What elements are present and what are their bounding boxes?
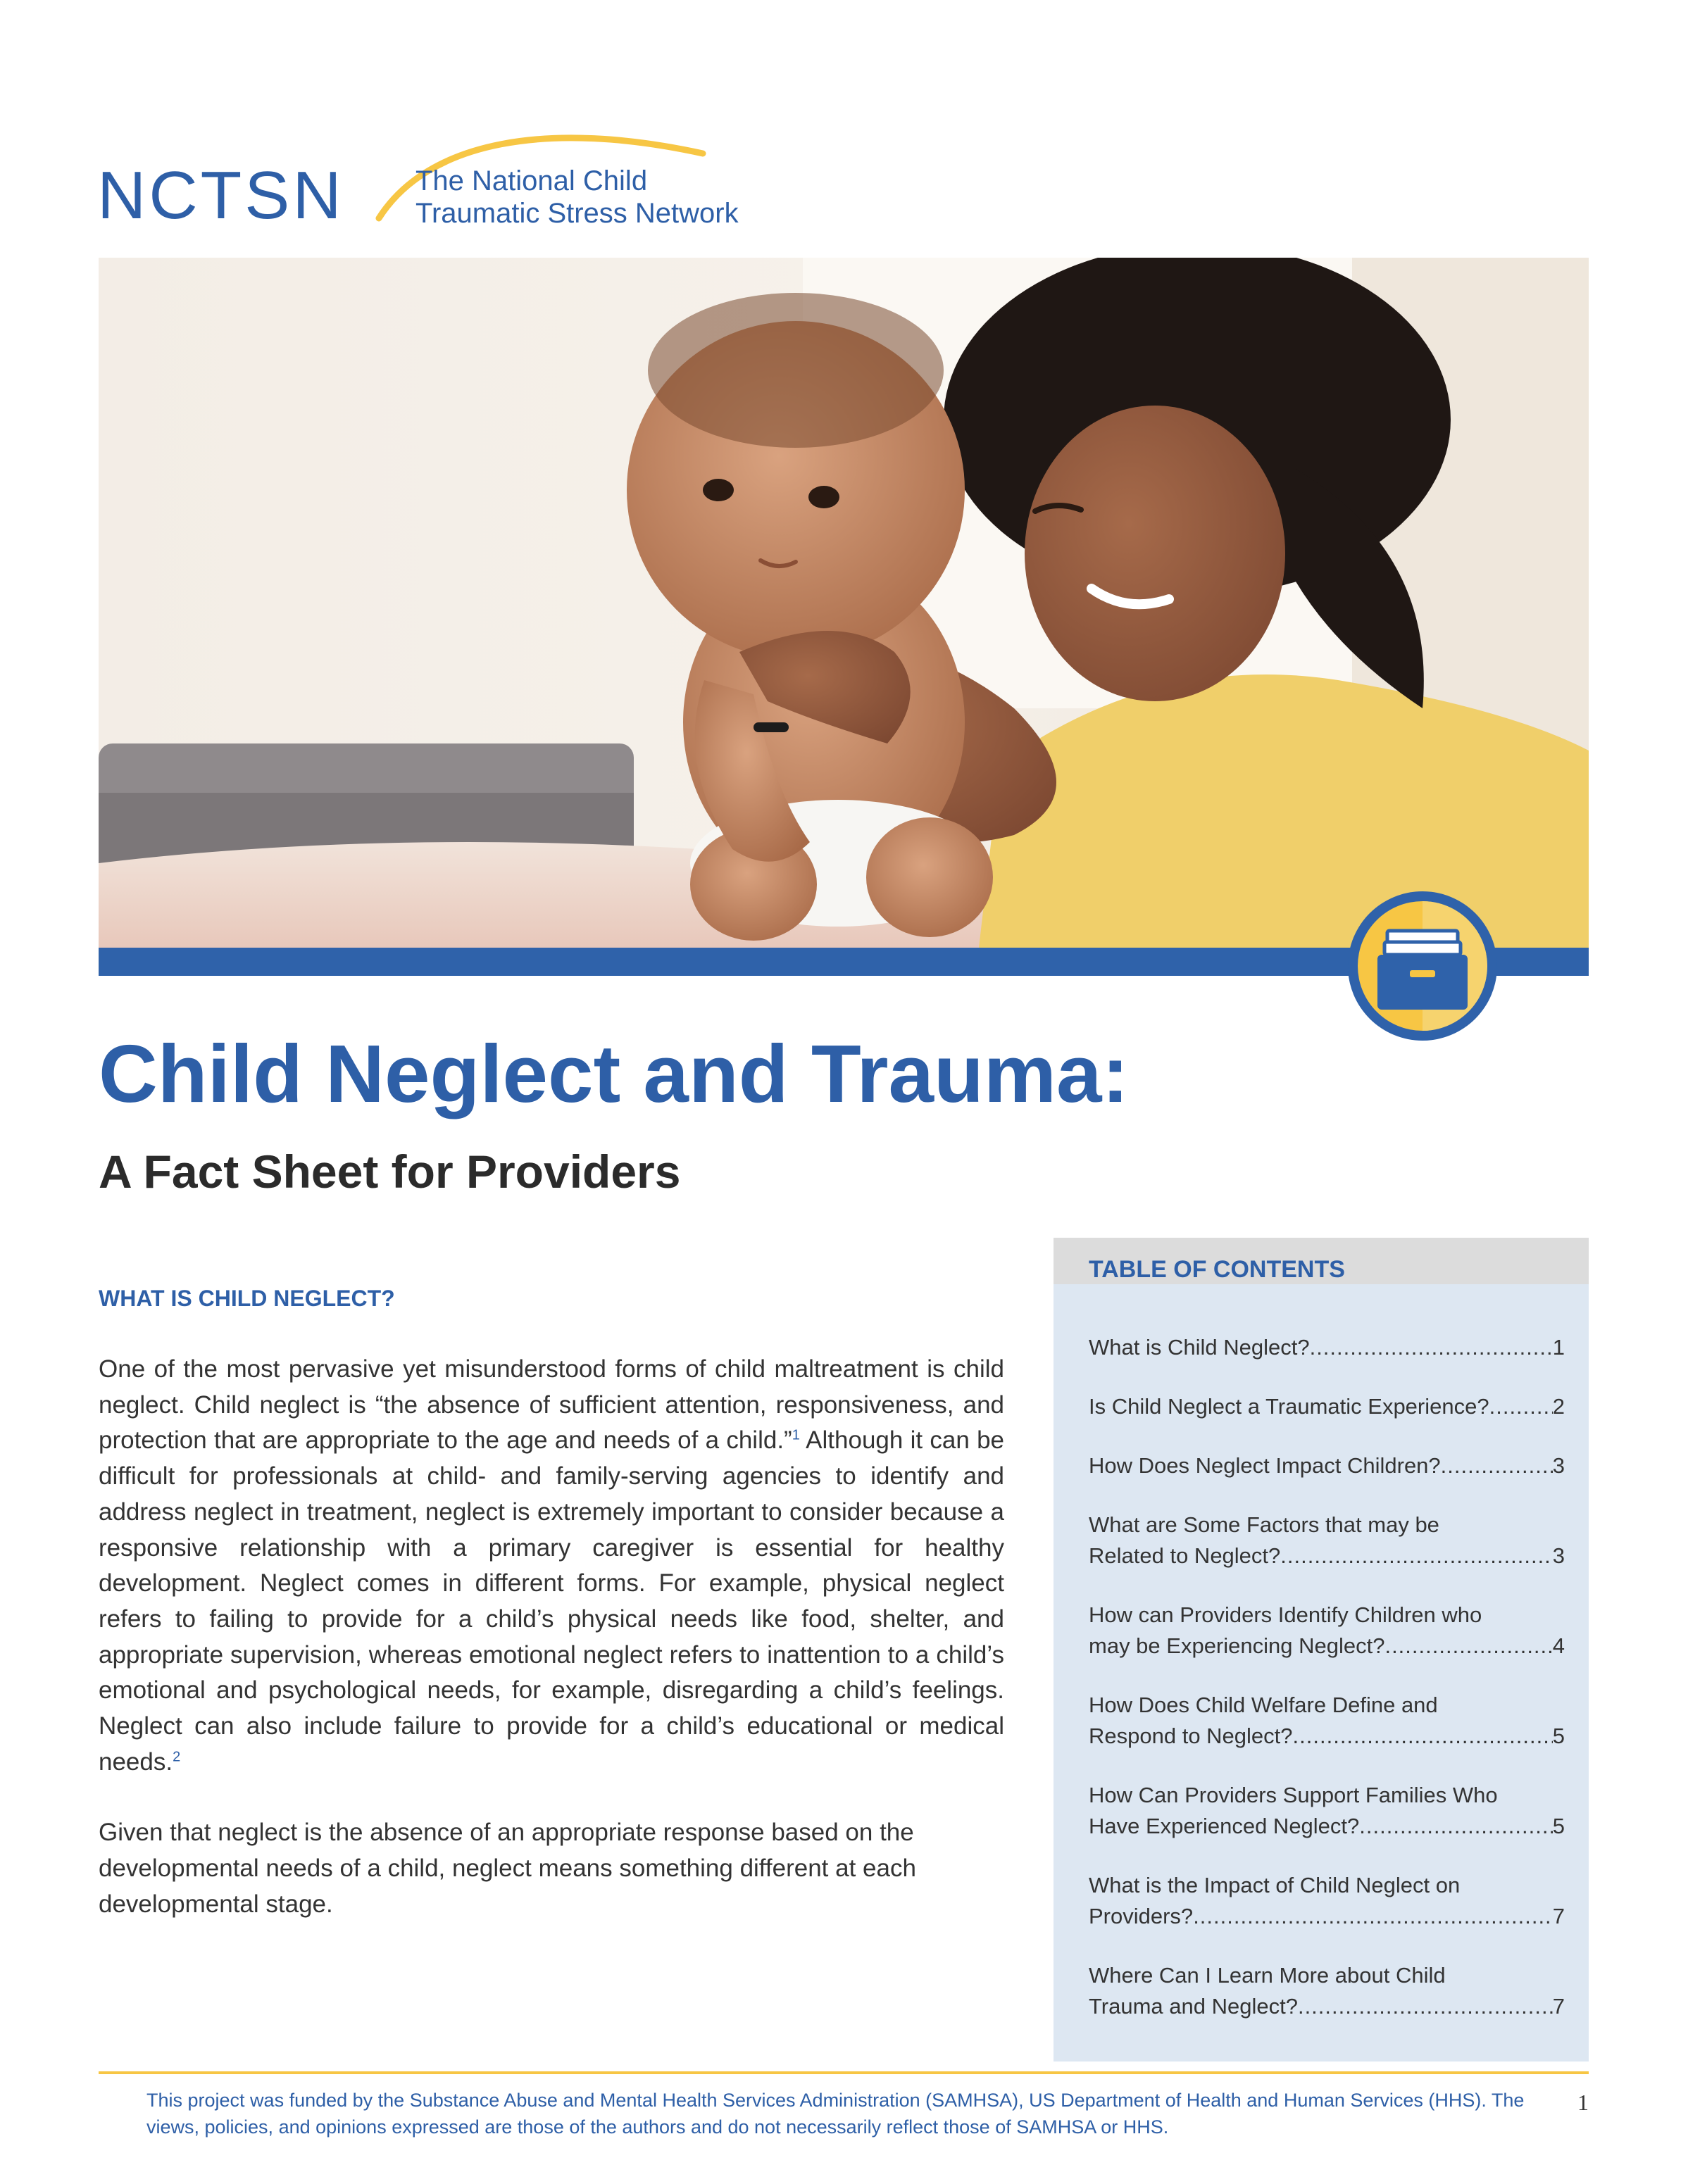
page-subtitle: A Fact Sheet for Providers (99, 1146, 681, 1198)
hero-photo (99, 258, 1589, 948)
toc-item-page: 7 (1552, 1904, 1565, 1928)
paragraph-2: Given that neglect is the absence of an appropriate response based on the developmental needs of a child, neglect means something different at each developmental stage. (99, 1819, 916, 1918)
toc-leader (1359, 1811, 1552, 1842)
toc-item-title-line1: How Can Providers Support Families Who (1089, 1783, 1498, 1807)
page-number: 1 (1577, 2090, 1589, 2115)
toc-leader (1280, 1540, 1552, 1571)
toc-item[interactable] (1089, 1780, 1565, 1842)
body-text (99, 1352, 1004, 1958)
footnote-ref-2[interactable]: 2 (173, 1749, 181, 1765)
toc-item[interactable] (1089, 1510, 1565, 1571)
toc-item-page: 5 (1552, 1814, 1565, 1838)
section-heading: WHAT IS CHILD NEGLECT? (99, 1286, 395, 1311)
toc-item-page: 2 (1552, 1394, 1565, 1419)
toc-item-page: 3 (1552, 1543, 1565, 1568)
toc-list (1089, 1332, 1565, 2050)
toc-item-title: may be Experiencing Neglect? (1089, 1633, 1385, 1658)
footnote-ref-1[interactable]: 1 (792, 1427, 800, 1443)
toc-leader (1310, 1332, 1553, 1363)
logo-text (415, 165, 739, 230)
toc-item-title-line1: Where Can I Learn More about Child (1089, 1963, 1446, 1988)
toc-item[interactable] (1089, 1450, 1565, 1481)
toc-item-title: What is Child Neglect? (1089, 1335, 1310, 1360)
logo-line-2: Traumatic Stress Network (415, 198, 739, 229)
toc-item[interactable] (1089, 1690, 1565, 1752)
toc-item[interactable] (1089, 1870, 1565, 1932)
toc-item-title-line1: What is the Impact of Child Neglect on (1089, 1873, 1461, 1897)
footer-rule (99, 2071, 1589, 2074)
toc-leader (1193, 1901, 1553, 1932)
footer-text: This project was funded by the Substance Abuse and Mental Health Services Administration (SAMHSA), US Department of Health and Human Services (HHS). The views, policies, and opinions expressed are those of the authors and do not necessarily reflect those of SAMHSA or HHS. (146, 2090, 1525, 2138)
mother-baby-photo-icon (99, 258, 1589, 948)
toc-item-page: 5 (1552, 1724, 1565, 1748)
toc-item-page: 4 (1552, 1633, 1565, 1658)
paragraph-1-part-a: One of the most pervasive yet misunderstood forms of child maltreatment is child neglect. Child neglect is “the absence of sufficient attention, responsiveness, and protection that are appropriate to the age and needs of a child.” (99, 1355, 1004, 1455)
table-of-contents (1054, 1238, 1589, 2061)
toc-item-title: Trauma and Neglect? (1089, 1994, 1298, 2019)
toc-item-title: How Does Neglect Impact Children? (1089, 1453, 1441, 1478)
toc-leader (1441, 1450, 1553, 1481)
paragraph-1 (99, 1352, 1004, 1780)
toc-heading: TABLE OF CONTENTS (1054, 1238, 1589, 1284)
toc-item-title: Related to Neglect? (1089, 1543, 1281, 1568)
toc-item-page: 1 (1552, 1335, 1565, 1360)
toc-item[interactable] (1089, 1391, 1565, 1422)
logo-mark: NCTSN (97, 158, 344, 233)
toc-item-title-line1: How Does Child Welfare Define and (1089, 1693, 1438, 1717)
toc-item[interactable] (1089, 1600, 1565, 1662)
toc-item-title-line1: What are Some Factors that may be (1089, 1512, 1439, 1537)
file-drawer-icon (1345, 889, 1500, 1043)
toc-item-title-line1: How can Providers Identify Children who (1089, 1602, 1482, 1627)
toc-leader (1384, 1631, 1552, 1662)
toc-item-title: Respond to Neglect? (1089, 1724, 1293, 1748)
nctsn-logo (97, 113, 745, 232)
toc-item[interactable] (1089, 1960, 1565, 2022)
toc-item-page: 7 (1552, 1994, 1565, 2019)
paragraph-1-part-b: Although it can be difficult for professionals at child- and family-serving agencies to identify and address neglect in treatment, neglect is extremely important to consider because a responsive relationship with a primary caregiver is essential for healthy development. Neglect comes in different forms. For example, physical neglect refers to failing to provide for a child’s physical needs like food, shelter, and appropriate supervision, whereas emotional neglect refers to inattention to a child’s emotional and psychological needs, for example, disregarding a child’s feelings. Neglect can also include failure to provide for a child’s educational or medical needs. (99, 1426, 1005, 1776)
toc-leader (1293, 1721, 1553, 1752)
toc-item-title: Have Experienced Neglect? (1089, 1814, 1360, 1838)
toc-item-page: 3 (1552, 1453, 1565, 1478)
toc-leader (1489, 1391, 1553, 1422)
toc-item[interactable] (1089, 1332, 1565, 1363)
toc-leader (1298, 1991, 1553, 2022)
page-title: Child Neglect and Trauma: (99, 1028, 1130, 1119)
toc-item-title: Providers? (1089, 1904, 1194, 1928)
toc-item-title: Is Child Neglect a Traumatic Experience? (1089, 1394, 1489, 1419)
logo-line-1: The National Child (415, 165, 648, 196)
